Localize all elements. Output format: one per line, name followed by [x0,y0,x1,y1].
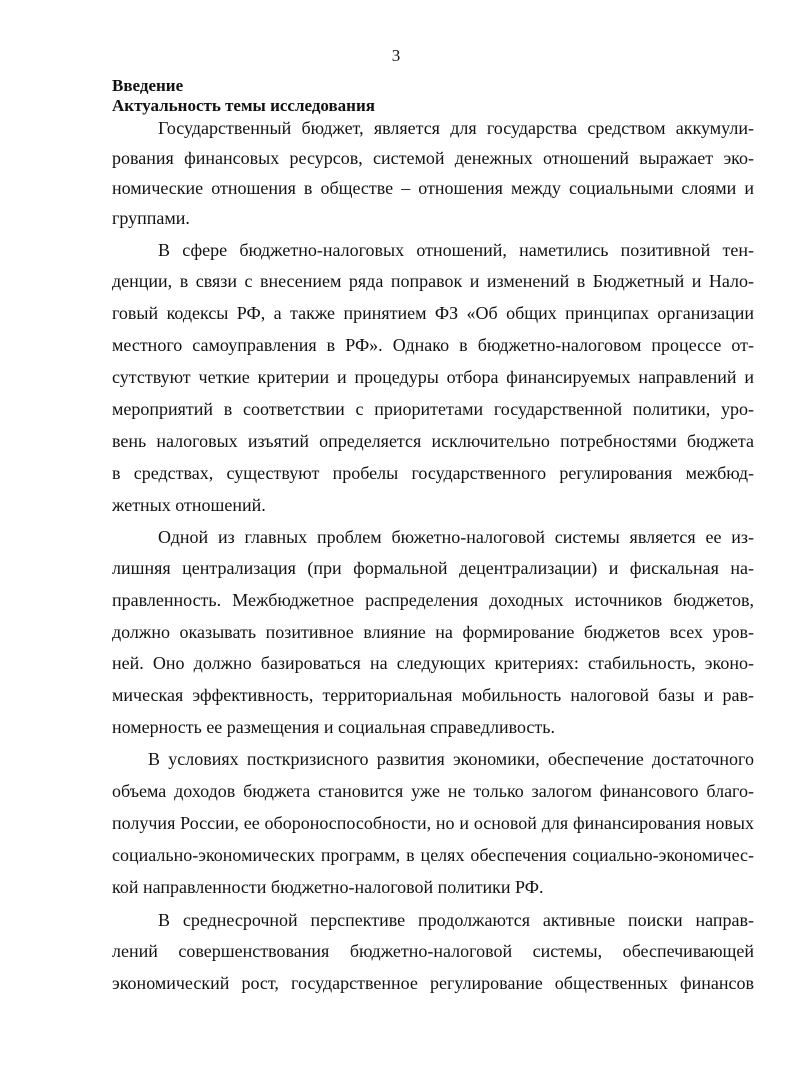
text-line: Государственный бюджет, является для государства средством аккумули- [158,118,754,138]
text-line: ней. Оно должно базироваться на следующих критериях: стабильность, эконо- [112,653,754,673]
text-line: мероприятий в соответствии с приоритетами государственной политики, уро- [112,399,754,419]
text-line: Одной из главных проблем бюжетно-налоговой системы является ее из- [158,527,754,547]
text-line: В среднесрочной перспективе продолжаются активные поиски направ- [158,910,754,930]
section-heading-relevance: Актуальность темы исследования [112,96,375,115]
text-line: рования финансовых ресурсов, системой денежных отношений выражает эко- [112,148,754,168]
text-line: денции, в связи с внесением ряда поправок и изменений в Бюджетный и Нало- [112,271,754,291]
text-line: социально-экономических программ, в целях обеспечения социально-экономичес- [112,845,754,865]
text-line: говый кодексы РФ, а также принятием ФЗ «Об общих принципах организации [112,303,754,323]
text-line: сутствуют четкие критерии и процедуры отбора финансируемых направлений и [112,367,754,387]
text-line: вень налоговых изъятий определяется исключительно потребностями бюджета [112,431,754,451]
text-line: должно оказывать позитивное влияние на формирование бюджетов всех уров- [112,622,754,642]
text-line: получия России, ее обороноспособности, но и основой для финансирования новых [112,813,754,833]
text-line: экономический рост, государственное регулирование общественных финансов [112,973,754,993]
text-line: номические отношения в обществе – отношения между социальными слоями и [112,178,754,198]
text-line: В сфере бюджетно-налоговых отношений, наметились позитивной тен- [158,240,754,260]
section-heading-introduction: Введение [112,76,184,95]
text-line: объема доходов бюджета становится уже не только залогом финансового благо- [112,781,754,801]
text-line: в средствах, существуют пробелы государственного регулирования межбюд- [112,463,754,483]
text-line: группами. [112,208,190,228]
text-line: правленность. Межбюджетное распределения доходных источников бюджетов, [112,590,754,610]
text-line: жетных отношений. [112,495,266,515]
text-line: мическая эффективность, территориальная мобильность налоговой базы и рав- [112,685,754,705]
text-line: В условиях посткризисного развития экономики, обеспечение достаточного [148,749,754,769]
text-line: кой направленности бюджетно-налоговой политики РФ. [112,877,544,897]
text-line: номерность ее размещения и социальная справедливость. [112,717,555,737]
text-line: местного самоуправления в РФ». Однако в бюджетно-налоговом процессе от- [112,335,754,355]
text-line: лений совершенствования бюджетно-налоговой системы, обеспечивающей [112,941,754,961]
page-number: 3 [391,46,401,65]
text-line: лишняя централизация (при формальной децентрализации) и фискальная на- [112,558,754,578]
